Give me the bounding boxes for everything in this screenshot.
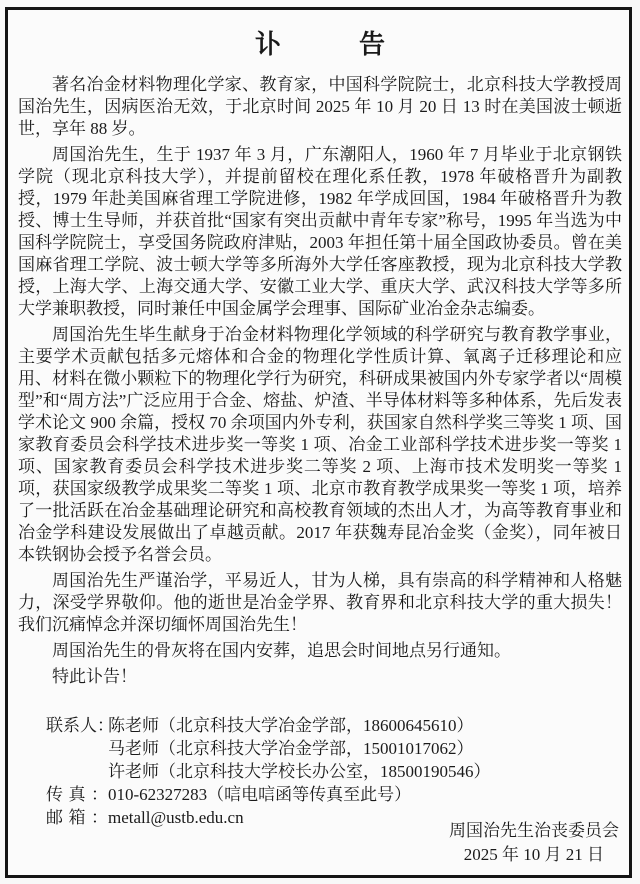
title-char-left: 讣 [254, 30, 281, 59]
obituary-sheet [5, 7, 632, 878]
contact-line-ma [46, 737, 622, 760]
paragraph-closing: 特此讣告！ [52, 667, 137, 686]
paragraph-burial-notice: 周国治先生的骨灰将在国内安葬，追思会时间地点另行通知。 [52, 641, 511, 660]
contact-block [46, 714, 622, 829]
contact-value: 陈老师（北京科技大学冶金学部，18600645610） [108, 716, 474, 735]
contact-value: 马老师（北京科技大学冶金学部，15001017062） [108, 739, 474, 758]
signature-date: 2025 年 10 月 21 日 [463, 845, 604, 864]
contact-label: 邮箱： [46, 808, 108, 827]
paragraph-death-announcement: 著名冶金材料物理化学家、教育家，中国科学院院士，北京科技大学教授周国治先生，因病医治无效，于北京时间 2025 年 10 月 20 日 13 时在美国波士顿逝世，享年 88 岁。 [18, 75, 622, 138]
paragraph-achievements: 周国治先生毕生献身于冶金材料物理化学领域的科学研究与教育教学事业，主要学术贡献包括多元熔体和合金的物理化学性质计算、氧离子迁移理论和应用、材料在微小颗粒下的物理化学行为研究，科研成果被国内外专家学者以“周模型”和“周方法”广泛应用于合金、熔盐、炉渣、半导体材料等多种体系，先后发表学术论文 900 余篇，授权 70 余项国内外专利，获国家自然科学奖三等奖 1 项、国家教育委员会科学技术进步奖一等奖 1 项、冶金工业部科学技术进步奖一等奖 1 项、国家教育委员会科学技术进步奖二等奖 2 项、上海市技术发明奖一等奖 1 项，获国家级教学成果奖二等奖 1 项、北京市教育教学成果奖一等奖 1 项，培养了一批活跃在冶金基础理论研究和高校教育领域的杰出人才，为高等教育事业和冶金学科建设发展做出了卓越贡献。2017 年获魏寿昆冶金奖（金奖），同年被日本铁钢协会授予名誉会员。 [18, 325, 622, 564]
contact-label: 联系人： [46, 716, 114, 735]
signature-committee: 周国治先生治丧委员会 [449, 821, 619, 840]
contact-line-chen [46, 714, 622, 737]
title-char-right: 告 [359, 30, 386, 59]
contact-line-fax [46, 783, 622, 806]
contact-value: 许老师（北京科技大学校长办公室，18500190546） [108, 762, 491, 781]
document-body [18, 74, 622, 688]
signature-block [449, 819, 619, 867]
contact-value: 010-62327283（唁电唁函等传真至此号） [108, 785, 412, 804]
paragraph-tribute: 周国治先生严谨治学，平易近人，甘为人梯，具有崇高的科学精神和人格魅力，深受学界敬仰。他的逝世是冶金学界、教育界和北京科技大学的重大损失！我们沉痛悼念并深切缅怀周国治先生！ [18, 571, 622, 634]
document-title [18, 28, 622, 62]
contact-line-xu [46, 760, 622, 783]
contact-value: metall@ustb.edu.cn [108, 808, 244, 827]
paragraph-biography: 周国治先生，生于 1937 年 3 月，广东潮阳人，1960 年 7 月毕业于北京钢铁学院（现北京科技大学），并提前留校在理化系任教，1978 年破格晋升为副教授，1979 年赴美国麻省理工学院进修，1982 年学成回国，1984 年破格晋升为教授、博士生导师，并获首批“国家有突出贡献中青年专家”称号，1995 年当选为中国科学院院士，享受国务院政府津贴，2003 年担任第十届全国政协委员。曾在美国麻省理工学院、波士顿大学等多所海外大学任客座教授，现为北京科技大学教授，上海大学、上海交通大学、安徽工业大学、重庆大学、武汉科技大学等多所大学兼职教授，同时兼任中国金属学会理事、国际矿业冶金杂志编委。 [18, 145, 622, 318]
contact-label: 传真： [46, 785, 108, 804]
